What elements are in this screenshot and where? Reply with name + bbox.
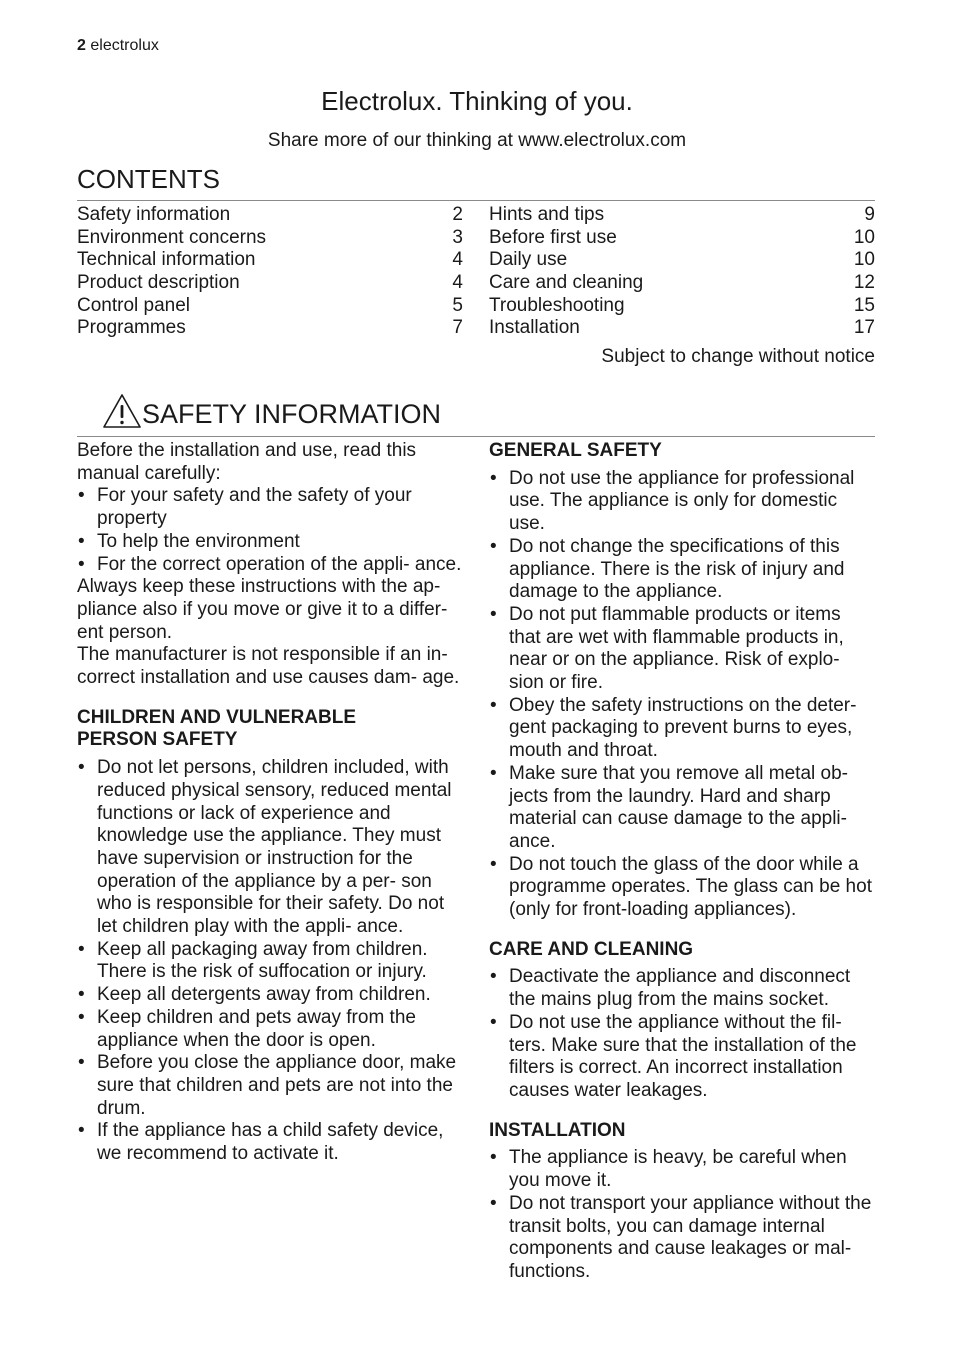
safety-section-header — [77, 390, 875, 436]
list-item: • The appliance is heavy, be careful when you move it. — [489, 1147, 875, 1192]
keep-instructions-text: Always keep these instructions with the ap- pliance also if you move or give it to a differ- ent person. — [77, 576, 448, 643]
toc-entry[interactable] — [77, 227, 463, 250]
intro-list — [77, 485, 463, 576]
list-item: • Do not let persons, children included, with reduced physical sensory, reduced mental functions or lack of experience and knowledge use the appliance. They must have supervision or instruction for the operation of the appliance by a per- son who is responsible for their safety. Do not let children play with the appli- ance. — [77, 757, 463, 939]
toc-left-column — [77, 204, 463, 340]
list-item: • To help the environment — [77, 531, 463, 554]
toc-label: Programmes — [77, 317, 186, 339]
toc-page: 10 — [853, 249, 875, 271]
list-item: • Do not transport your appliance without the transit bolts, you can damage internal components and cause leakages or mal- functions. — [489, 1193, 875, 1284]
toc-entry[interactable] — [489, 204, 875, 227]
toc-label: Control panel — [77, 294, 191, 316]
contents-title: CONTENTS — [77, 164, 220, 194]
heading-line: CHILDREN AND VULNERABLE — [77, 706, 357, 728]
change-notice: Subject to change without notice — [601, 346, 875, 367]
toc-page: 4 — [452, 249, 463, 271]
general-safety-heading: GENERAL SAFETY — [489, 440, 662, 461]
safety-left-column — [77, 440, 463, 1166]
toc-page: 4 — [452, 272, 463, 294]
brand-name: electrolux — [90, 37, 159, 54]
toc-page: 15 — [853, 294, 875, 316]
toc-label: Care and cleaning — [489, 272, 644, 294]
care-cleaning-list — [489, 966, 875, 1102]
toc-page: 10 — [853, 226, 875, 248]
list-item: • If the appliance has a child safety device, we recommend to activate it. — [77, 1120, 463, 1165]
toc-page: 5 — [452, 294, 463, 316]
intro-text: Before the installation and use, read this manual carefully: — [77, 440, 417, 484]
list-item: • Do not use the appliance without the fil- ters. Make sure that the installation of the filters is correct. An incorrect installation causes water leakages. — [489, 1012, 875, 1103]
installation-heading: INSTALLATION — [489, 1119, 626, 1141]
toc-label: Before first use — [489, 226, 617, 248]
list-item: • Do not use the appliance for professional use. The appliance is only for domestic use. — [489, 468, 875, 536]
list-item: • Do not put flammable products or items that are wet with flammable products in, near or on the appliance. Risk of explo- sion or fire. — [489, 604, 875, 695]
toc-entry[interactable] — [489, 295, 875, 318]
toc-entry[interactable] — [77, 272, 463, 295]
toc-entry[interactable] — [77, 295, 463, 318]
toc-entry[interactable] — [77, 317, 463, 340]
list-item: • Deactivate the appliance and disconnect the mains plug from the mains socket. — [489, 966, 875, 1011]
toc-page: 7 — [452, 317, 463, 339]
toc-page: 17 — [853, 317, 875, 339]
toc-label: Troubleshooting — [489, 294, 625, 316]
list-item: • Keep children and pets away from the appliance when the door is open. — [77, 1007, 463, 1052]
list-item: • Before you close the appliance door, make sure that children and pets are not into the drum. — [77, 1052, 463, 1120]
toc-label: Technical information — [77, 249, 256, 271]
toc-entry[interactable] — [77, 249, 463, 272]
toc-page: 3 — [452, 226, 463, 248]
children-safety-heading — [77, 707, 463, 752]
safety-right-column — [489, 440, 875, 1284]
toc-entry[interactable] — [489, 227, 875, 250]
installation-list — [489, 1147, 875, 1283]
toc-label: Safety information — [77, 204, 231, 225]
share-line: Share more of our thinking at www.electrolux.com — [267, 130, 687, 151]
list-item: • For your safety and the safety of your property — [77, 485, 463, 530]
heading-line: PERSON SAFETY — [77, 729, 238, 751]
toc-page: 2 — [452, 204, 463, 225]
list-item: • Do not touch the glass of the door while a programme operates. The glass can be hot (only for front-loading appliances). — [489, 854, 875, 922]
toc-entry[interactable] — [489, 317, 875, 340]
toc-entry[interactable] — [489, 249, 875, 272]
care-cleaning-heading: CARE AND CLEANING — [489, 938, 694, 960]
manufacturer-disclaimer: The manufacturer is not responsible if an in- correct installation and use causes dam- age. — [77, 644, 460, 689]
toc-label: Installation — [489, 317, 580, 339]
list-item: • Make sure that you remove all metal ob- jects from the laundry. Hard and sharp material can cause damage to the appli- ance. — [489, 763, 875, 854]
toc-label: Environment concerns — [77, 226, 267, 248]
page-header — [77, 37, 159, 55]
page-number: 2 — [77, 37, 86, 54]
list-item: • Obey the safety instructions on the deter- gent packaging to prevent burns to eyes, mouth and throat. — [489, 695, 875, 763]
toc-entry[interactable] — [77, 204, 463, 227]
toc-right-column — [489, 204, 875, 340]
toc-label: Daily use — [489, 249, 568, 271]
contents-divider — [77, 200, 875, 201]
children-safety-list — [77, 757, 463, 1166]
toc-page: 12 — [853, 272, 875, 294]
tagline: Electrolux. Thinking of you. — [321, 86, 633, 116]
list-item: • Keep all detergents away from children. — [77, 984, 463, 1007]
list-item: • For the correct operation of the appli- ance. — [77, 554, 463, 577]
general-safety-list — [489, 468, 875, 922]
list-item: • Keep all packaging away from children. There is the risk of suffocation or injury. — [77, 939, 463, 984]
warning-triangle-icon — [101, 392, 143, 430]
safety-title: SAFETY INFORMATION — [142, 399, 442, 429]
toc-page: 9 — [864, 204, 875, 225]
toc-label: Product description — [77, 272, 240, 294]
toc-label: Hints and tips — [489, 204, 605, 225]
toc-entry[interactable] — [489, 272, 875, 295]
safety-divider — [77, 436, 875, 437]
list-item: • Do not change the specifications of this appliance. There is the risk of injury and damage to the appliance. — [489, 536, 875, 604]
